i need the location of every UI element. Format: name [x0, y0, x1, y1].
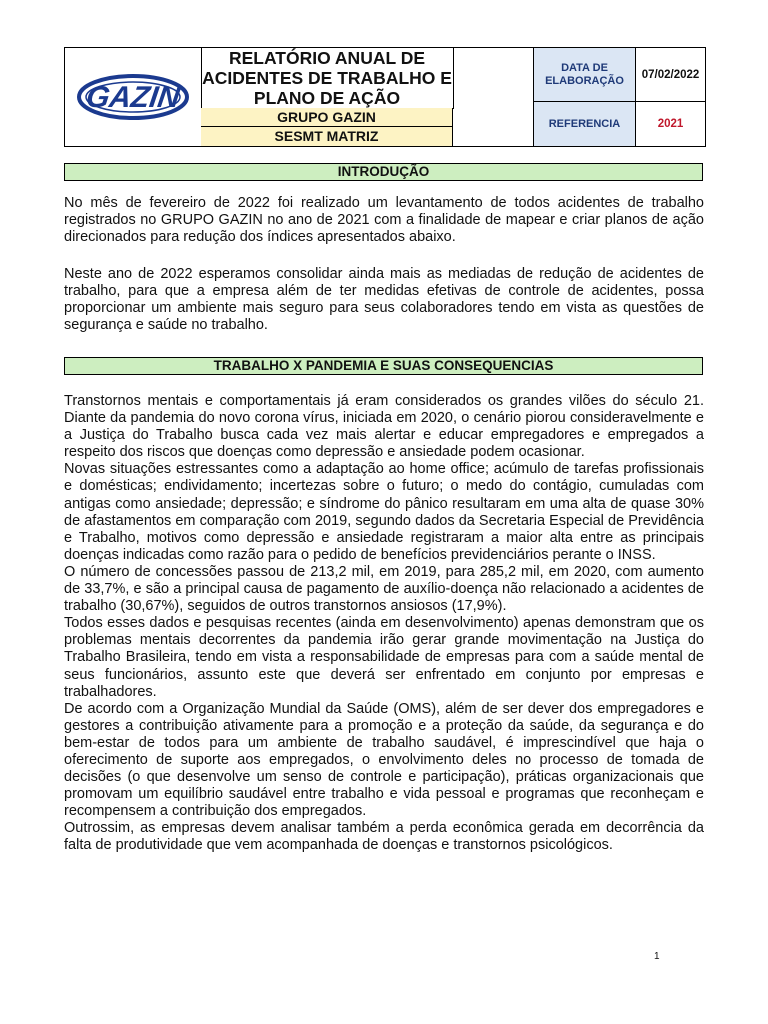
document-header — [64, 47, 706, 147]
pandemic-paragraph-1: Transtornos mentais e comportamentais já eram considerados os grandes vilões do século 21. Diante da pandemia do novo corona vírus, iniciada em 2020, o cenário piorou consideravelmente e a Justiça do Trabalho busca cada vez mais alertar e educar empregadores e empregados a respeito dos riscos que doenças como depressão e ansiedade podem ocasionar. — [64, 393, 704, 461]
pandemic-heading: TRABALHO X PANDEMIA E SUAS CONSEQUENCIAS — [64, 357, 703, 375]
report-title-cell — [201, 48, 454, 109]
company-logo — [65, 48, 202, 146]
report-title: RELATÓRIO ANUAL DE ACIDENTES DE TRABALHO E PLANO DE AÇÃO — [202, 48, 452, 108]
unit-name: SESMT MATRIZ — [201, 127, 453, 146]
header-spacer — [453, 48, 534, 146]
intro-paragraph-1: No mês de fevereiro de 2022 foi realizado um levantamento de todos acidentes de trabalho registrados no GRUPO GAZIN no ano de 2021 com a finalidade de mapear e criar planos de ação direcionados para redução dos índices apresentados abaixo. — [64, 195, 704, 246]
svg-text:GAZIN: GAZIN — [83, 81, 182, 114]
gazin-logo-icon — [77, 74, 189, 120]
pandemic-paragraph-5: De acordo com a Organização Mundial da Saúde (OMS), além de ser dever dos empregadores e gestores a contribuição ativamente para a promoção e a proteção da saúde, da segurança e do bem-estar de todos para um ambiente de trabalho saudável, é imprescindível que haja o oferecimento de suporte aos empregados, o envolvimento deles no processo de tomada de decisões (o que desenvolve um senso de controle e participação), práticas organizacionais que promovam um equilíbrio saudável entre trabalho e vida pessoal e programas que reconheçam e recompensem a contribuição dos empregados. — [64, 700, 704, 820]
intro-paragraph-2: Neste ano de 2022 esperamos consolidar ainda mais as mediadas de redução de acidentes de trabalho, para que a empresa além de ter medidas efetivas de controle de acidentes, possa proporcionar um ambiente mais seguro para seus colaboradores tendo em vista as questões de segurança e saúde no trabalho. — [64, 266, 704, 334]
reference-value: 2021 — [657, 118, 684, 130]
group-name: GRUPO GAZIN — [201, 108, 453, 127]
page-number: 1 — [654, 951, 660, 962]
intro-heading: INTRODUÇÃO — [64, 163, 703, 181]
date-value: 07/02/2022 — [636, 48, 705, 102]
reference-label: REFERENCIA — [534, 102, 636, 146]
pandemic-body — [64, 393, 704, 855]
pandemic-paragraph-4: Todos esses dados e pesquisas recentes (ainda em desenvolvimento) apenas demonstram que os problemas mentais decorrentes da pandemia irão gerar grande movimentação na Justiça do Trabalho Brasileira, tendo em vista a responsabilidade de empresas para com a saúde mental de seus funcionários, assunto este que deverá ser enfrentado em conjunto por empresas e trabalhadores. — [64, 615, 704, 700]
date-label: DATA DE ELABORAÇÃO — [534, 48, 636, 102]
pandemic-paragraph-6: Outrossim, as empresas devem analisar também a perda econômica gerada em decorrência da falta de produtividade que vem acompanhada de doenças e transtornos psicológicos. — [64, 820, 704, 854]
pandemic-paragraph-3: O número de concessões passou de 213,2 mil, em 2019, para 285,2 mil, em 2020, com aumento de 33,7%, e são a principal causa de pagamento de auxílio-doença não relacionado a acidentes de trabalho (30,67%), seguidos de outros transtornos ansiosos (17,9%). — [64, 563, 704, 615]
pandemic-paragraph-2: Novas situações estressantes como a adaptação ao home office; acúmulo de tarefas profissionais e domésticas; endividamento; incertezas sobre o futuro; o medo do contágio, cumuladas com antigas como ansiedade; depressão; e síndrome do pânico resultaram em uma alta de quase 30% de afastamentos em comparação com 2019, segundo dados da Secretaria Especial de Previdência e Trabalho, motivos como depressão e ansiedade registraram a maior alta entre as principais doenças indicadas como razão para o pedido de benefícios previdenciários perante o INSS. — [64, 461, 704, 563]
